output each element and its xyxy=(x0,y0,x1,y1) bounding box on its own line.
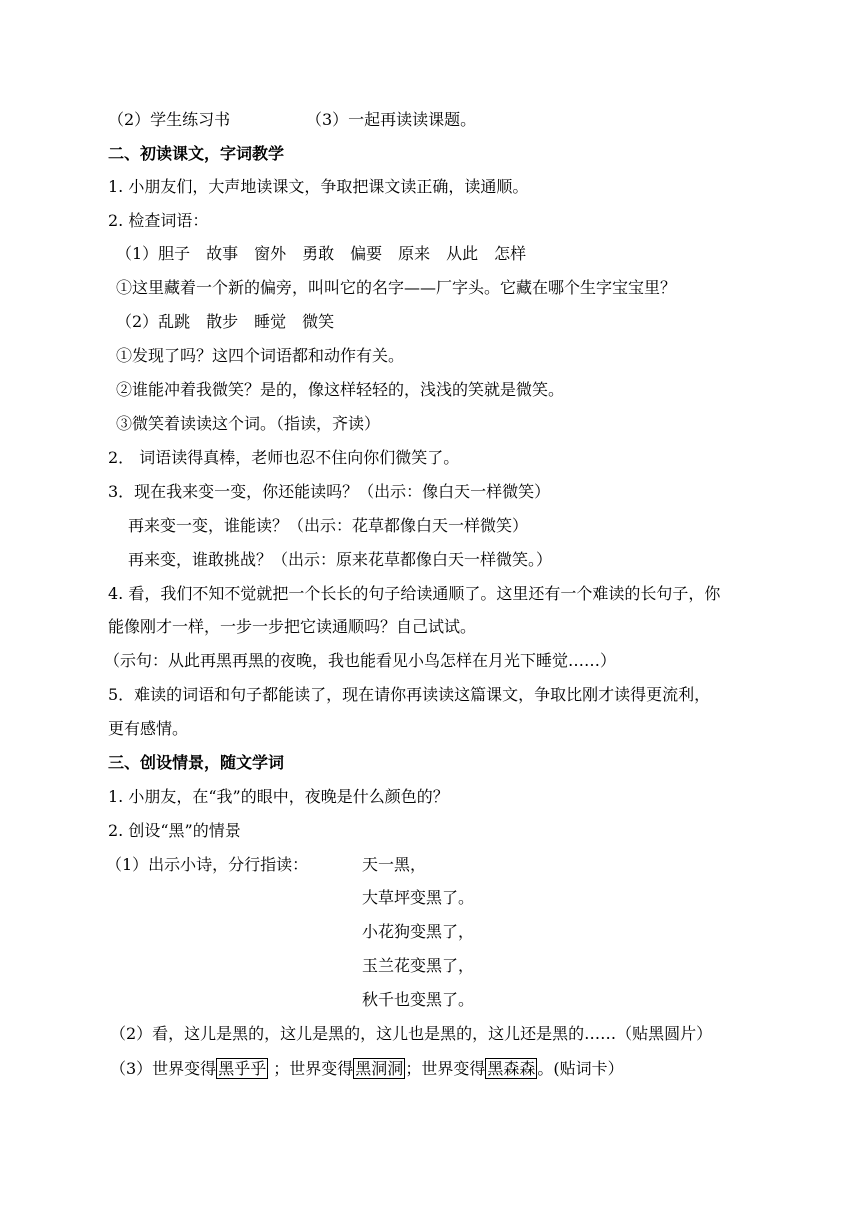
paragraph-3: 2． 词语读得真棒，老师也忍不住向你们微笑了。 xyxy=(108,448,460,467)
question-4 xyxy=(110,1059,624,1079)
line-step-2: （2）学生练习书 xyxy=(108,110,231,129)
paragraph-4-b: 再来变一变，谁能读？（出示：花草都像白天一样微笑） xyxy=(128,516,529,535)
question-2: 2. 创设“黑”的情景 xyxy=(108,821,241,840)
paragraph-4-c: 再来变，谁敢挑战？（出示：原来花草都像白天一样微笑。） xyxy=(128,550,553,569)
paragraph-4: 3．现在我来变一变，你还能读吗？（出示：像白天一样微笑） xyxy=(108,482,551,501)
poem-line-3: 小花狗变黑了， xyxy=(362,922,475,941)
question-3: （2）看，这儿是黑的，这儿是黑的，这儿也是黑的，这儿还是黑的……（贴黑圆片） xyxy=(110,1024,713,1043)
section-heading-2: 二、初读课文，字词教学 xyxy=(108,144,285,163)
question-4-mid-1: ；世界变得 xyxy=(268,1059,354,1078)
poem-intro: （1）出示小诗，分行指读： xyxy=(106,855,309,874)
poem-line-2: 大草坪变黑了。 xyxy=(362,888,475,907)
word-list-2-note-1: ①发现了吗？这四个词语都和动作有关。 xyxy=(116,346,405,365)
word-card-2: 黑洞洞 xyxy=(355,1059,404,1078)
word-card-1: 黑乎乎 xyxy=(218,1059,267,1078)
line-step-3: （3）一起再读读课题。 xyxy=(306,110,477,129)
word-list-2: （2）乱跳 散步 睡觉 微笑 xyxy=(116,312,335,331)
poem-line-1: 天一黑， xyxy=(362,855,427,874)
question-4-prefix: （3）世界变得 xyxy=(110,1059,217,1078)
word-list-1: （1）胆子 故事 窗外 勇敢 偏要 原来 从此 怎样 xyxy=(116,244,527,263)
word-list-2-note-3: ③微笑着读读这个词。（指读，齐读） xyxy=(116,414,381,433)
question-4-suffix: 。(贴词卡） xyxy=(537,1059,624,1078)
paragraph-2: 2. 检查词语： xyxy=(108,211,209,230)
word-list-2-note-2: ②谁能冲着我微笑？是的，像这样轻轻的，浅浅的笑就是微笑。 xyxy=(116,380,565,399)
question-1: 1. 小朋友，在“我”的眼中，夜晚是什么颜色的？ xyxy=(108,787,449,806)
poem-line-4: 玉兰花变黑了， xyxy=(362,956,475,975)
word-list-1-note: ①这里藏着一个新的偏旁，叫叫它的名字——厂字头。它藏在哪个生字宝宝里？ xyxy=(116,278,677,297)
paragraph-6-a: 5．难读的词语和句子都能读了，现在请你再读读这篇课文，争取比刚才读得更流利， xyxy=(108,685,711,704)
paragraph-5-b: 能像刚才一样，一步一步把它读通顺吗？自己试试。 xyxy=(108,617,477,636)
paragraph-5-a: 4. 看，我们不知不觉就把一个长长的句子给读通顺了。这里还有一个难读的长句子，你 xyxy=(108,584,721,603)
paragraph-6-b: 更有感情。 xyxy=(108,719,189,738)
paragraph-1: 1. 小朋友们，大声地读课文，争取把课文读正确，读通顺。 xyxy=(108,177,529,196)
word-card-3: 黑森森 xyxy=(487,1059,536,1078)
poem-line-5: 秋千也变黑了。 xyxy=(362,990,475,1009)
section-heading-3: 三、创设情景，随文学词 xyxy=(108,753,285,772)
paragraph-5-c: （示句：从此再黑再黑的夜晚，我也能看见小鸟怎样在月光下睡觉……） xyxy=(104,651,617,670)
question-4-mid-2: ；世界变得 xyxy=(405,1059,486,1078)
